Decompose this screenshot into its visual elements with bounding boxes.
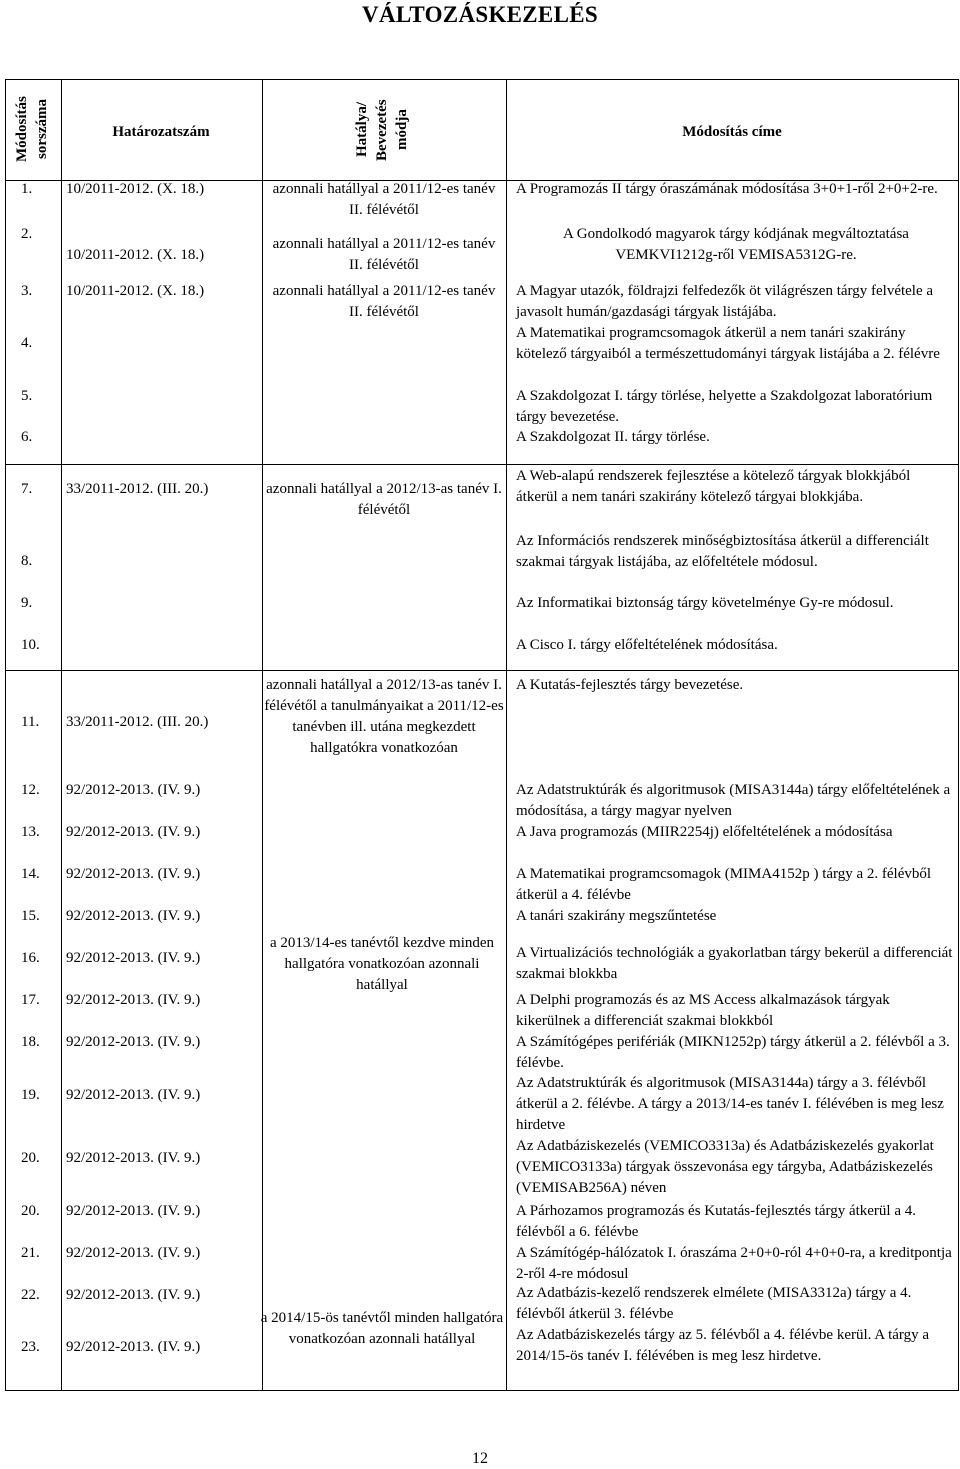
resolution-number: 92/2012-2013. (IV. 9.) [66,1203,201,1219]
modification-title: A Gondolkodó magyarok tárgy kódjának megváltoztatása VEMKVI1212g-ről VEMISA5312G-re. [563,226,909,263]
row-number: 15. [21,908,40,924]
row-number: 4. [21,335,33,351]
row-number: 7. [21,481,33,497]
resolution-number: 92/2012-2013. (IV. 9.) [66,1245,201,1261]
row-number: 13. [21,824,40,840]
column-divider [262,80,263,1390]
resolution-number: 92/2012-2013. (IV. 9.) [66,1034,201,1050]
effect-text: azonnali hatállyal a 2011/12-es tanév II. félévétől [272,236,496,273]
row-number: 16. [21,950,40,966]
resolution-number: 92/2012-2013. (IV. 9.) [66,782,201,798]
modification-title: A Számítógépes perifériák (MIKN1252p) tárgy átkerül a 2. félévből a 3. félévbe. [516,1034,950,1071]
modification-title: Az Adatbáziskezelés tárgy az 5. félévből a 4. félévbe kerül. A tárgy a 2014/15-ös tanév I. félévében is meg lesz hirdetve. [516,1327,930,1364]
row-number: 19. [21,1087,40,1103]
modification-title: A Matematikai programcsomagok (MIMA4152p ) tárgy a 2. félévből átkerül a 4. félévbe [516,866,932,903]
resolution-number: 33/2011-2012. (III. 20.) [66,481,209,497]
row-number: 8. [21,553,33,569]
resolution-number: 92/2012-2013. (IV. 9.) [66,1087,201,1103]
modification-title: A Delphi programozás és az MS Access alkalmazások tárgyak kikerülnek a differenciát szakmai blokkból [516,992,890,1029]
merged-effect-2013: a 2013/14-es tanévtől kezdve minden hallgatóra vonatkozóan azonnali hatállyal [269,935,495,993]
modification-title: A Magyar utazók, földrajzi felfedezők öt világrészen tárgy felvétele a javasolt humán/gazdasági tárgyak listájába. [516,283,934,320]
row-divider [6,464,958,465]
resolution-number: 10/2011-2012. (X. 18.) [66,283,205,299]
modification-title: Az Adatbázis-kezelő rendszerek elmélete (MISA3312a) tárgy a 4. félévből átkerül 3. félévbe [516,1285,912,1322]
resolution-number: 92/2012-2013. (IV. 9.) [66,1339,201,1355]
row-number: 9. [21,595,33,611]
modification-title: A Programozás II tárgy óraszámának módosítása 3+0+1-ről 2+0+2-re. [516,181,938,197]
modification-title: A Virtualizációs technológiák a gyakorlatban tárgy bekerül a differenciát szakmai blokkba [516,945,953,982]
row-number: 17. [21,992,40,1008]
resolution-number: 92/2012-2013. (IV. 9.) [66,992,201,1008]
row-number: 21. [21,1245,40,1261]
modification-title: A Párhozamos programozás és Kutatás-fejlesztés tárgy átkerül a 4. félévből a 6. félévbe [516,1203,917,1240]
modification-title: A Matematikai programcsomagok átkerül a nem tanári szakirány kötelező tárgyaiból a természettudományi tárgyak listájába a 2. félévre [516,325,940,362]
row-number: 18. [21,1034,40,1050]
modification-title: A tanári szakirány megszűntetése [516,908,717,924]
column-divider [61,80,62,1390]
modification-title: Az Adatstruktúrák és algoritmusok (MISA3144a) tárgy a 3. félévből átkerül a 2. félévbe. A tárgy a 2013/14-es tanév I. félévében is meg lesz hirdetve [516,1075,944,1133]
effect-text: azonnali hatállyal a 2012/13-as tanév I. félévétől a tanulmányaikat a 2011/12-es tanévben ill. utána megkezdett hallgatókra vonatkozóan [264,677,504,756]
resolution-number: 92/2012-2013. (IV. 9.) [66,908,201,924]
merged-effect-2014: a 2014/15-ös tanévtől minden hallgatóra vonatkozóan azonnali hatállyal [260,1310,504,1347]
row-number: 1. [21,181,33,197]
row-number: 5. [21,388,33,404]
modification-title: A Szakdolgozat I. tárgy törlése, helyette a Szakdolgozat laboratórium tárgy bevezetése. [516,388,933,425]
column-divider [506,80,507,1390]
effect-text: azonnali hatállyal a 2011/12-es tanév II. félévétől [272,283,496,320]
row-number: 22. [21,1287,40,1303]
modification-title: A Web-alapú rendszerek fejlesztése a kötelező tárgyak blokkjából átkerül a nem tanári szakirány kötelező tárgyai blokkjába. [516,468,911,505]
resolution-number: 10/2011-2012. (X. 18.) [66,247,205,263]
row-number: 12. [21,782,40,798]
page-number: 12 [472,1450,488,1467]
header-modification-number: Módosítás sorszáma [14,96,50,162]
header-effect: Hatálya/ Bevezetés módja [354,99,410,161]
header-resolution-number: Határozatszám [112,124,210,140]
modification-title: Az Adatstruktúrák és algoritmusok (MISA3144a) tárgy előfeltételének a módosítása, a tárgy magyar nyelven [516,782,951,819]
row-number: 2. [21,226,33,242]
row-divider [6,670,958,671]
resolution-number: 92/2012-2013. (IV. 9.) [66,824,201,840]
resolution-number: 10/2011-2012. (X. 18.) [66,181,205,197]
modification-title: Az Informatikai biztonság tárgy követelménye Gy-re módosul. [516,595,894,611]
row-number: 23. [21,1339,40,1355]
modification-title: Az Információs rendszerek minőségbiztosítása átkerül a differenciált szakmai tárgyak listájába, az előfeltétele módosul. [516,533,929,570]
header-modification-title: Módosítás címe [682,124,782,140]
modification-title: A Kutatás-fejlesztés tárgy bevezetése. [516,677,744,693]
modification-title: A Számítógép-hálózatok I. óraszáma 2+0+0-ról 4+0+0-ra, a kreditpontja 2-ről 4-re módosul [516,1245,952,1282]
modification-title: A Cisco I. tárgy előfeltételének módosítása. [516,637,778,653]
resolution-number: 92/2012-2013. (IV. 9.) [66,1287,201,1303]
row-number: 20. [21,1150,40,1166]
effect-text: azonnali hatállyal a 2012/13-as tanév I. félévétől [266,481,502,518]
row-number: 11. [21,714,40,730]
resolution-number: 92/2012-2013. (IV. 9.) [66,1150,201,1166]
resolution-number: 92/2012-2013. (IV. 9.) [66,950,201,966]
row-number: 10. [21,637,40,653]
page-title: VÁLTOZÁSKEZELÉS [362,2,598,27]
effect-text: azonnali hatállyal a 2011/12-es tanév II. félévétől [272,181,496,218]
row-number: 14. [21,866,40,882]
modification-title: A Szakdolgozat II. tárgy törlése. [516,429,710,445]
row-number: 6. [21,429,33,445]
modification-title: A Java programozás (MIIR2254j) előfeltételének a módosítása [516,824,893,840]
modification-title: Az Adatbáziskezelés (VEMICO3313a) és Adatbáziskezelés gyakorlat (VEMICO3133a) tárgyak összevonása egy tárgyba, Adatbáziskezelés (VEMISAB256A) néven [516,1138,934,1196]
row-number: 3. [21,283,33,299]
row-number: 20. [21,1203,40,1219]
resolution-number: 33/2011-2012. (III. 20.) [66,714,209,730]
resolution-number: 92/2012-2013. (IV. 9.) [66,866,201,882]
